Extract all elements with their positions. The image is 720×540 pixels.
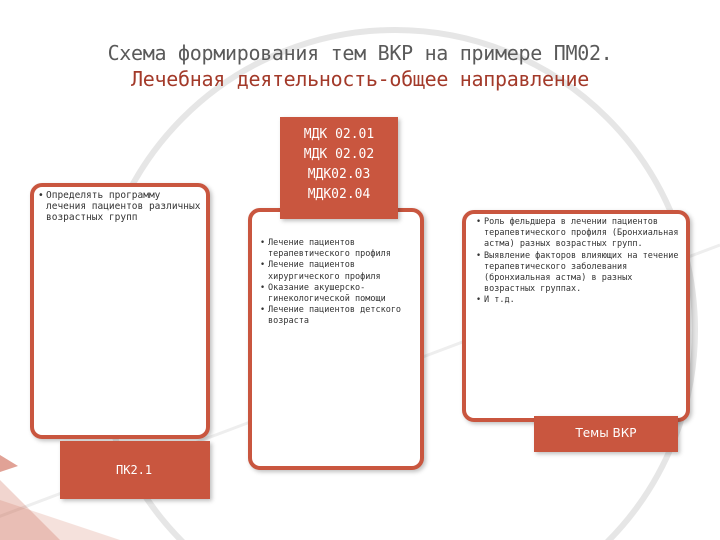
list-item: • Лечение пациентов детского возраста [260, 305, 416, 327]
list-item: • Выявление факторов влияющих на течение терапевтического заболевания (бронхиальная астма) в разных возрастных группах. [476, 251, 682, 296]
mdk-label: МДК02.04 [307, 187, 371, 202]
mdk-label: МДК 02.01 [303, 127, 375, 142]
list-item: • Роль фельдшера в лечении пациентов терапевтического профиля (Бронхиальная астма) разных возрастных групп. [476, 217, 682, 251]
temy-vkr-box [534, 416, 678, 452]
pk-label: ПК2.1 [116, 463, 153, 477]
list-item: • И т.д. [476, 295, 682, 306]
mdk-label: МДК 02.02 [303, 147, 375, 162]
list-item: • Лечение пациентов хирургического профиля [260, 260, 416, 282]
right-card [462, 210, 690, 422]
pk-box [60, 441, 210, 499]
right-card-list [476, 217, 682, 307]
list-item: • Лечение пациентов терапевтического профиля [260, 238, 416, 260]
corner-accent-shape [0, 455, 18, 472]
middle-card-list [260, 238, 416, 328]
list-item: • Оказание акушерско-гинекологической помощи [260, 283, 416, 305]
left-card [30, 183, 210, 439]
slide-title-line-1: Схема формирования тем ВКР на примере ПМ02. [107, 41, 613, 65]
left-card-list [38, 190, 202, 223]
mdk-label: МДК02.03 [307, 167, 371, 182]
slide-title-line-2: Лечебная деятельность-общее направление [131, 67, 589, 91]
mdk-box [280, 117, 398, 219]
middle-card [248, 208, 424, 470]
corner-accent-shape-3 [0, 480, 60, 540]
list-item: • Определять программу лечения пациентов различных возрастных групп [38, 190, 202, 223]
temy-vkr-label: Темы ВКР [575, 426, 637, 440]
